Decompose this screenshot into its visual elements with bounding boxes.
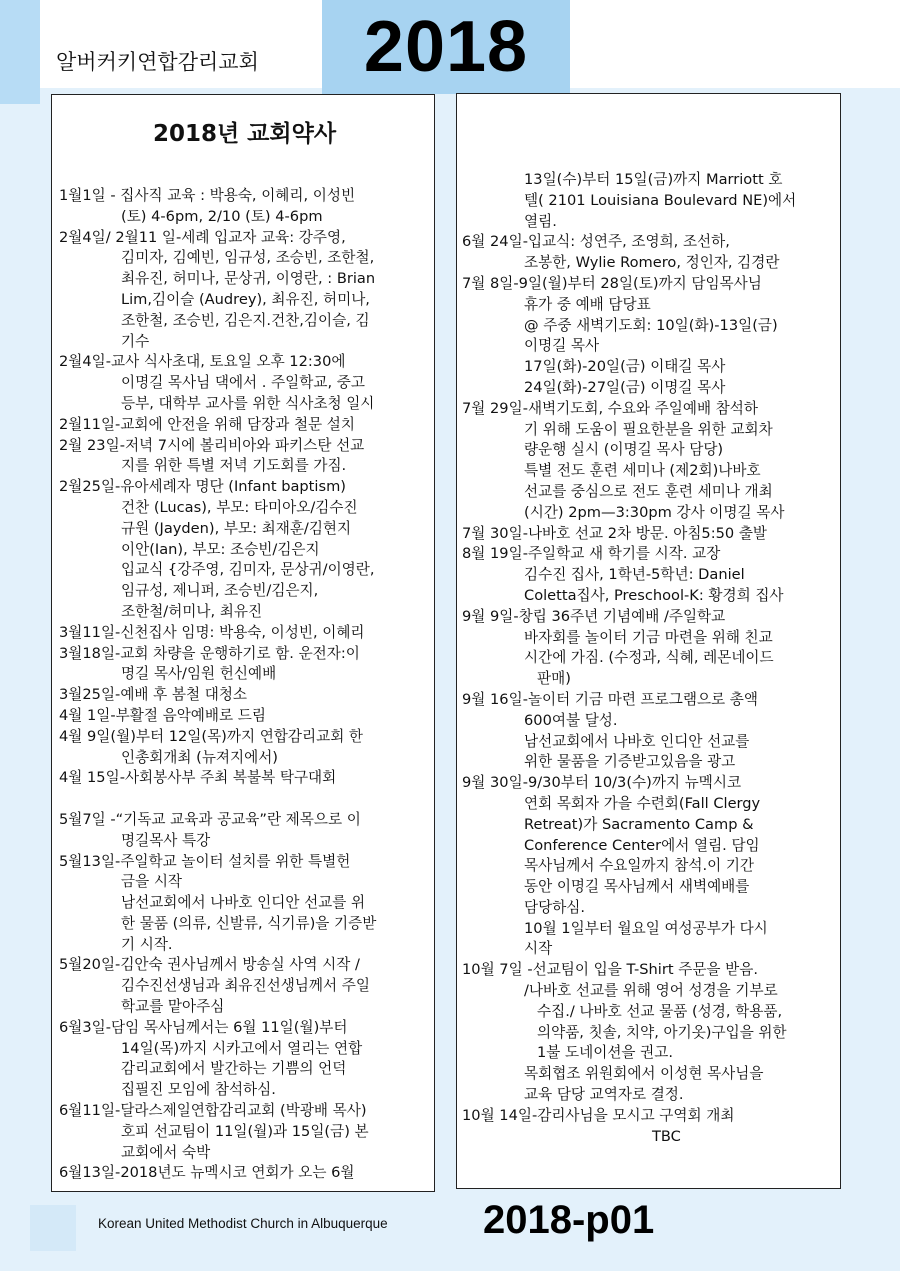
history-line: 인총회개최 (뉴져지에서) [121,748,279,766]
history-line: 김미자, 김예빈, 임규성, 조승빈, 조한철, [121,249,375,267]
history-line: 조한철, 조승빈, 김은지.건찬,김이슬, 김 [121,311,370,329]
history-line: 임규성, 제니퍼, 조승빈/김은지, [121,582,319,600]
history-line: 김수진 집사, 1학년-5학년: Daniel [524,566,745,584]
history-line: (시간) 2pm—3:30pm 강사 이명길 목사 [524,503,785,521]
year-box [322,0,570,94]
history-line: 이명길 목사 [524,337,600,355]
history-line: 5월13일-주일학교 놀이터 설치를 위한 특별헌 [59,852,351,870]
history-line: 10월 1일부터 월요일 여성공부가 다시 [524,919,768,937]
history-line: 판매) [537,670,571,688]
history-line: 기 시작. [121,935,173,953]
history-line: 이명길 목사님 댁에서 . 주일학교, 중고 [121,374,365,392]
left-column [51,94,435,1192]
history-line: 명길 목사/임원 헌신예배 [121,665,277,683]
history-line: 7월 30일-나바호 선교 2차 방문. 아침5:50 출발 [462,524,768,542]
history-list-right [462,170,836,1147]
church-name-kr: 알버커키연합감리교회 [56,50,259,74]
history-line: 17일(화)-20일(금) 이태길 목사 [524,358,726,376]
page-title: 2018년 교회약사 [152,121,337,147]
header-left-tab [0,0,40,104]
history-line: 교육 담당 교역자로 결정. [524,1086,684,1104]
history-line: 6월3일-담임 목사님께서는 6월 11일(월)부터 [59,1018,348,1036]
history-line: 선교를 중심으로 전도 훈련 세미나 개최 [524,482,773,500]
history-line: 13일(수)부터 15일(금)까지 Marriott 호 [524,171,783,188]
history-line: 6월13일-2018년도 뉴멕시코 연회가 오는 6월 [59,1164,355,1182]
history-line: 600여불 달성. [524,711,618,729]
history-line: 금을 시작 [121,873,183,891]
history-line: 집필진 모임에 참석하심. [121,1081,276,1099]
history-line: 9월 30일-9/30부터 10/3(수)까지 뉴멕시코 [462,774,742,792]
history-line: 규원 (Jayden), 부모: 최재훈/김현지 [121,519,352,537]
history-line: 2월25일-유아세례자 명단 (Infant baptism) [59,478,346,496]
history-line: @ 주중 새벽기도회: 10일(화)-13일(금) [524,316,778,334]
history-line: 1월1일 - 집사직 교육 : 박용숙, 이혜리, 이성빈 [59,187,356,204]
history-line: 8월 19일-주일학교 새 학기를 시작. 교장 [462,545,721,563]
history-line: 5월20일-김안숙 권사님께서 방송실 사역 시작 / [59,956,360,974]
history-line: 6월11일-달라스제일연합감리교회 (박광배 목사) [59,1102,367,1120]
history-line: 시간에 가짐. (수정과, 식혜, 레몬네이드 [524,649,774,667]
history-line: 9월 9일-창립 36주년 기념예배 /주일학교 [462,607,726,625]
history-line: 목사님께서 수요일까지 참석.이 기간 [524,857,755,875]
history-line: 7월 29일-새벽기도회, 수요와 주일예배 참석하 [462,399,758,417]
history-line: 2월11일-교회에 안전을 위해 담장과 철문 설치 [59,415,355,433]
history-line: 24일(화)-27일(금) 이명길 목사 [524,378,726,396]
history-line: Lim,김이슬 (Audrey), 최유진, 허미나, [121,290,370,308]
history-line: 기 위해 도움이 필요한분을 위한 교회차 [524,420,773,438]
year-title: 2018 [363,7,529,87]
history-line: 연회 목회자 가을 수련회(Fall Clergy [524,794,761,812]
history-line: 5월7일 -“기독교 교육과 공교육”란 제목으로 이 [59,810,361,828]
history-line: 시작 [524,940,553,958]
history-line: 입교식 {강주영, 김미자, 문상귀/이영란, [121,561,375,579]
history-line: 10월 14일-감리사님을 모시고 구역회 개최 [462,1106,735,1124]
history-line: 수집./ 나바호 선교 물품 (성경, 학용품, [537,1002,783,1020]
history-line: 특별 전도 훈련 세미나 (제2회)나바호 [524,462,761,480]
history-line: 9월 16일-놀이터 기금 마련 프로그램으로 총액 [462,690,758,708]
history-line: (토) 4-6pm, 2/10 (토) 4-6pm [121,207,323,225]
history-line: 2월4일-교사 식사초대, 토요일 오후 12:30에 [59,353,346,371]
history-line: 바자회를 놀이터 기금 마련을 위해 친교 [524,628,773,646]
history-line: 6월 24일-입교식: 성연주, 조영희, 조선하, [462,233,730,251]
history-line: 7월 8일-9일(월)부터 28일(토)까지 담임목사님 [462,274,762,292]
history-line: 4월 1일-부활절 음악예배로 드림 [59,706,266,724]
history-line: 건찬 (Lucas), 부모: 타미아오/김수진 [121,498,358,516]
history-line: 14일(목)까지 시카고에서 열리는 연합 [121,1039,363,1057]
history-line: 동안 이명길 목사님께서 새벽예배를 [524,878,750,896]
history-line: 최유진, 허미나, 문상귀, 이영란, : Brian [121,270,376,288]
history-line: 한 물품 (의류, 신발류, 식기류)을 기증받 [121,914,377,932]
page-label: 2018-p01 [483,1198,655,1242]
history-line: TBC [652,1127,681,1145]
history-line: 4월 15일-사회봉사부 주최 복불복 탁구대회 [59,769,337,787]
history-line: 3월18일-교회 차량을 운행하기로 함. 운전자:이 [59,644,360,662]
history-line: 감리교회에서 발간하는 기쁨의 언덕 [121,1060,347,1078]
history-line: Coletta집사, Preschool-K: 황경희 집사 [524,586,784,604]
history-line: 텔( 2101 Louisiana Boulevard NE)에서 [524,191,797,209]
church-name-en: Korean United Methodist Church in Albuquerque [98,1216,388,1231]
history-line: 량운행 실시 (이명길 목사 담당) [524,441,724,459]
history-line: 3월25일-예배 후 봄철 대청소 [59,686,248,704]
history-line: 담당하심. [524,898,586,916]
history-line: 위한 물품을 기증받고있음을 광고 [524,753,736,771]
history-line: 호피 선교팀이 11일(월)과 15일(금) 본 [121,1122,369,1140]
history-line: 1불 도네이션을 권고. [537,1044,673,1062]
history-line: 이안(Ian), 부모: 조승빈/김은지 [121,540,320,558]
history-line: 의약품, 칫솔, 치약, 아기옷)구입을 위한 [537,1023,787,1041]
history-line: 명길목사 특강 [121,831,211,849]
history-list-left [59,186,430,1184]
history-line: 기수 [121,332,150,350]
history-line: 목회협조 위원회에서 이성현 목사님을 [524,1065,764,1083]
footer-corner-box [30,1205,76,1251]
history-line: Conference Center에서 열림. 담임 [524,836,760,854]
right-column [456,93,841,1189]
history-line: 휴가 중 예배 담당표 [524,295,651,313]
history-line: 3월11일-신천집사 임명: 박용숙, 이성빈, 이혜리 [59,623,365,641]
history-line: 열림. [524,212,557,230]
history-line: 남선교회에서 나바호 인디안 선교를 [524,732,750,750]
history-line: 남선교회에서 나바호 인디안 선교를 위 [121,894,366,912]
history-line: 조봉한, Wylie Romero, 정인자, 김경란 [524,254,780,272]
history-line: 학교를 맡아주심 [121,998,225,1016]
history-line: 2월4일/ 2월11 일-세례 입교자 교육: 강주영, [59,228,346,246]
history-line: 지를 위한 특별 저녁 기도회를 가짐. [121,457,347,475]
history-line: 등부, 대학부 교사를 위한 식사초청 일시 [121,394,375,412]
history-line: 10월 7일 -선교팀이 입을 T-Shirt 주문을 받음. [462,961,758,979]
history-line: 4월 9일(월)부터 12일(목)까지 연합감리교회 한 [59,727,364,745]
blank-line [59,789,430,810]
history-line: 2월 23일-저녁 7시에 볼리비아와 파키스탄 선교 [59,436,365,454]
history-line: 김수진선생님과 최유진선생님께서 주일 [121,977,370,995]
history-line: Retreat)가 Sacramento Camp & [524,815,754,833]
history-line: 교회에서 숙박 [121,1143,211,1161]
history-line: 조한철/허미나, 최유진 [121,602,263,620]
history-line: /나바호 선교를 위해 영어 성경을 기부로 [524,982,778,1000]
